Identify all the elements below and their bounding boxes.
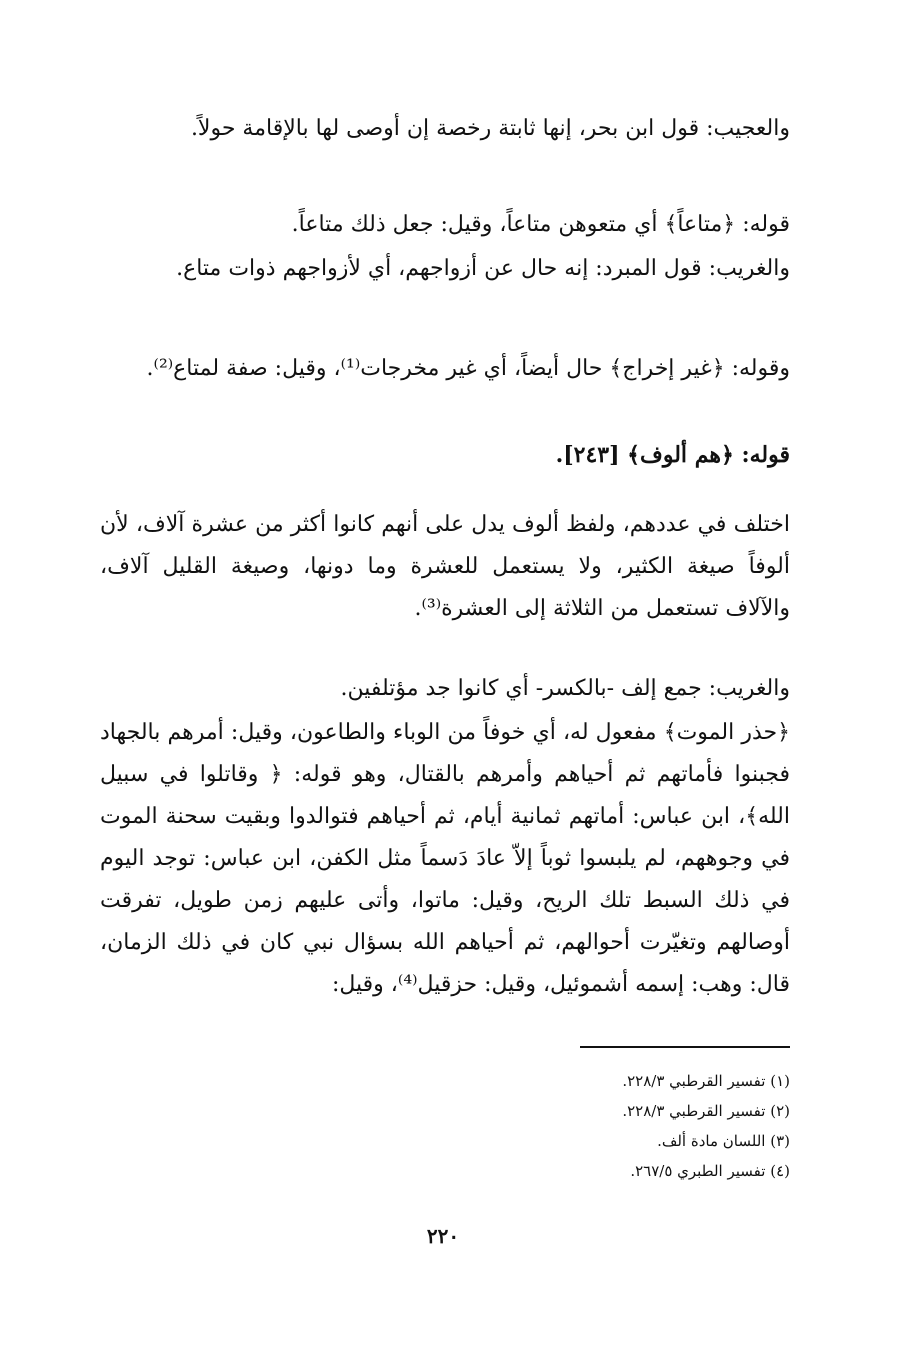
footnotes <box>520 1066 790 1186</box>
footnote-divider <box>580 1046 790 1048</box>
footnote-1: (١) تفسير القرطبي ٢٢٨/٣. <box>622 1072 790 1090</box>
paragraph-4: وقوله: ﴿غير إخراج﴾ حال أيضاً، أي غير مخرجات⁽¹⁾، وقيل: صفة لمتاع⁽²⁾. <box>146 356 790 381</box>
footnote-4: (٤) تفسير الطبري ٢٦٧/٥. <box>630 1162 790 1180</box>
page-number: ٢٢٠ <box>426 1224 460 1248</box>
paragraph-2: قوله: ﴿متاعاً﴾ أي متعوهن متاعاً، وقيل: جعل ذلك متاعاً. <box>291 212 790 237</box>
paragraph-5: قوله: ﴿هم ألوف﴾ [٢٤٣]. <box>555 442 790 468</box>
paragraph-1: والعجيب: قول ابن بحر، إنها ثابتة رخصة إن أوصى لها بالإقامة حولاً. <box>190 116 790 141</box>
paragraph-8: ﴿حذر الموت﴾ مفعول له، أي خوفاً من الوباء والطاعون، وقيل: أمرهم بالجهاد فجبنوا فأماتهم ثم أحياهم وأمرهم بالقتال، وهو قوله: ﴿ وقاتلوا في سبيل الله﴾، ابن عباس: أماتهم ثمانية أيام، ثم أحياهم فتوالدوا وبقيت سحنة الموت في وجوههم، لم يلبسوا ثوباً إلاّ عادَ دَسماً مثل الكفن، ابن عباس: توجد اليوم في ذلك السبط تلك الريح، وقيل: ماتوا، وأتى عليهم زمن طويل، تفرقت أوصالهم وتغيّرت أحوالهم، ثم أحياهم الله بسؤال نبي كان في ذلك الزمان، قال: وهب: إسمه أشموئيل، وقيل: حزقيل⁽⁴⁾، وقيل: <box>100 720 790 997</box>
footnote-3: (٣) اللسان مادة ألف. <box>657 1132 790 1150</box>
paragraph-6: اختلف في عددهم، ولفظ ألوف يدل على أنهم كانوا أكثر من عشرة آلاف، لأن ألوفاً صيغة الكثير، ولا يستعمل للعشرة وما دونها، وصيغة القليل آلاف، والآلاف تستعمل من الثلاثة إلى العشرة⁽³⁾. <box>100 512 790 621</box>
paragraph-7: والغريب: جمع إلف -بالكسر- أي كانوا جد مؤتلفين. <box>340 676 790 701</box>
paragraph-3: والغريب: قول المبرد: إنه حال عن أزواجهم، أي لأزواجهم ذوات متاع. <box>176 256 790 281</box>
footnote-2: (٢) تفسير القرطبي ٢٢٨/٣. <box>622 1102 790 1120</box>
